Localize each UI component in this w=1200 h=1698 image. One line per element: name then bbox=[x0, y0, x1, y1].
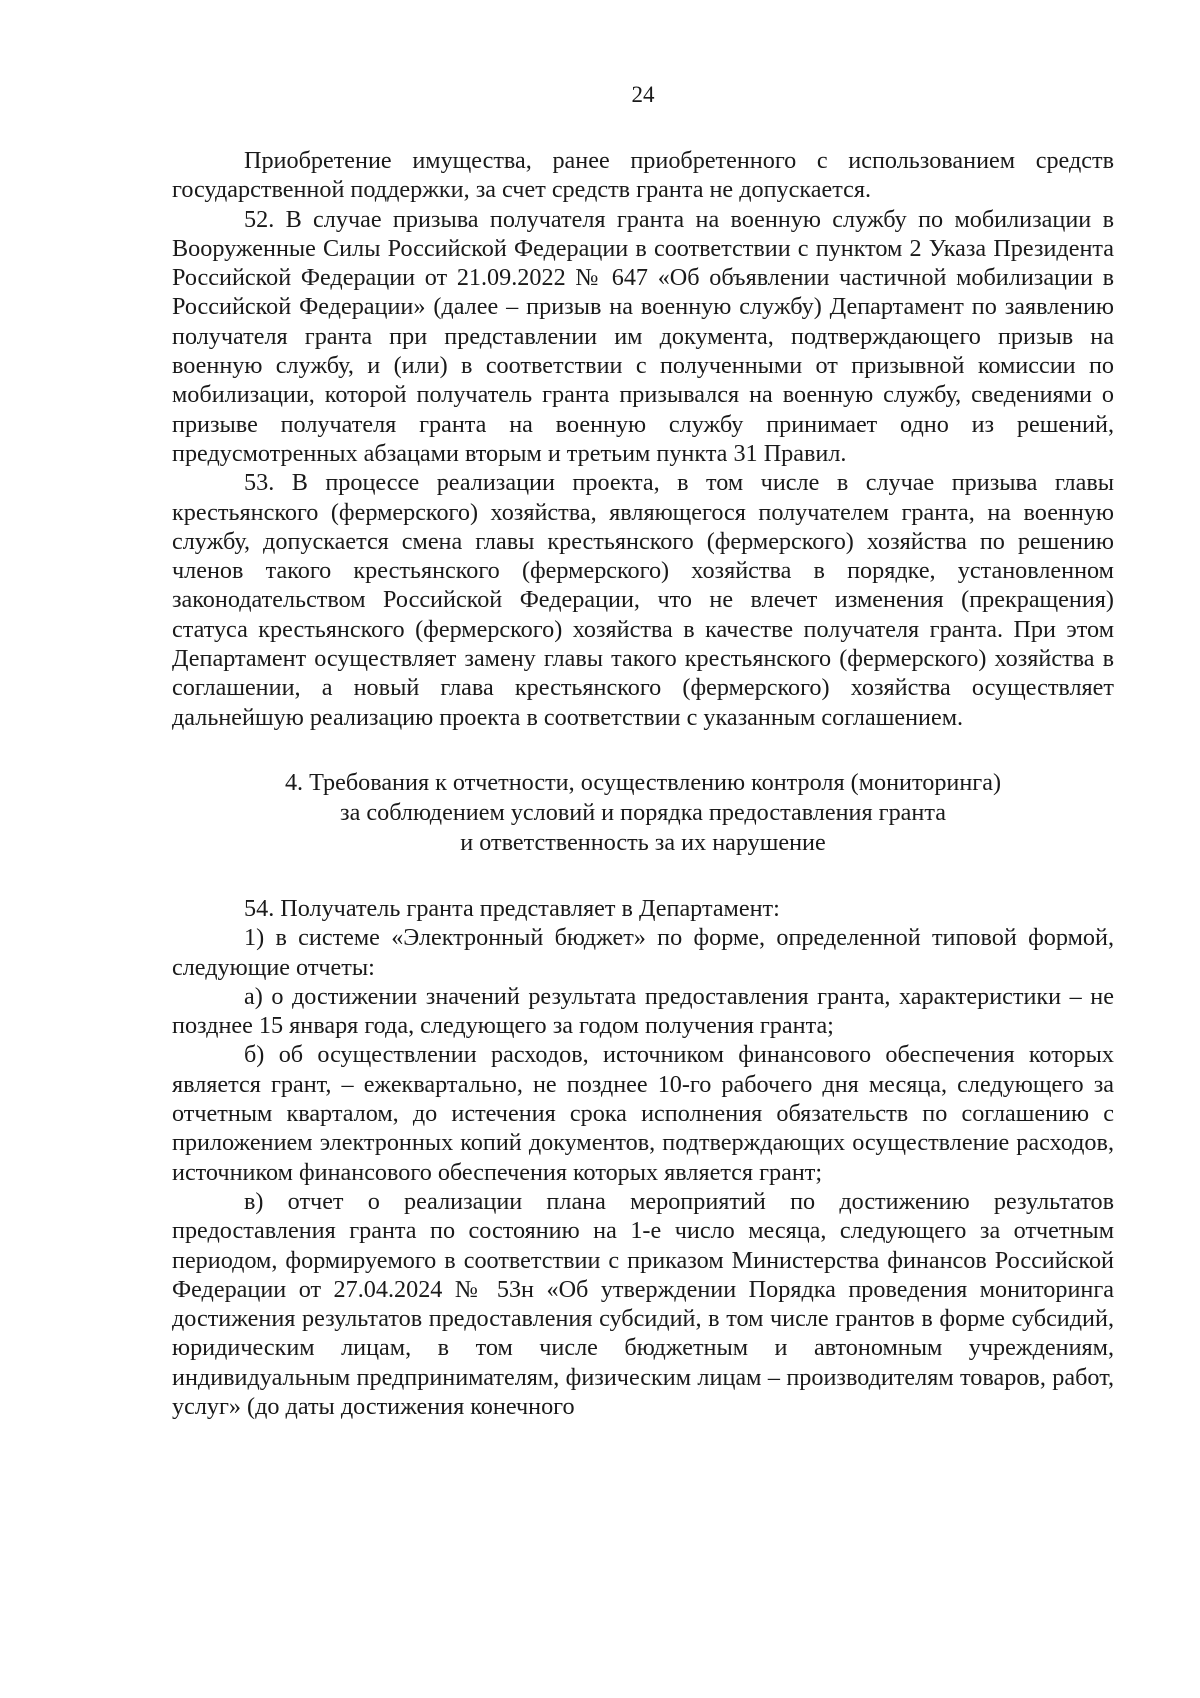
paragraph-54-item-a: а) о достижении значений результата предоставления гранта, характеристики – не позднее 15 января года, следующего за годом получения гранта; bbox=[172, 982, 1114, 1040]
section-heading-line-1: 4. Требования к отчетности, осуществлению контроля (мониторинга) bbox=[284, 768, 1002, 796]
paragraph-54-item-1: 1) в системе «Электронный бюджет» по форме, определенной типовой формой, следующие отчеты: bbox=[172, 924, 1114, 981]
section-heading bbox=[172, 768, 1114, 858]
paragraph-property-acquisition: Приобретение имущества, ранее приобретенного с использованием средств государственной поддержки, за счет средств гранта не допускается. bbox=[172, 147, 1114, 204]
paragraph-54-item-v: в) отчет о реализации плана мероприятий по достижению результатов предоставления гранта по состоянию на 1-е число месяца, следующего за отчетным периодом, формируемого в соответствии с приказом Министерства финансов Российской Федерации от 27.04.2024 № 53н «Об утверждении Порядка проведения мониторинга достижения результатов предоставления субсидий, в том числе грантов в форме субсидий, юридическим лицам, в том числе бюджетным и автономным учреждениям, индивидуальным предпринимателям, физическим лицам – производителям товаров, работ, услуг» (до даты достижения конечного bbox=[172, 1187, 1114, 1420]
paragraph-54-item-b: б) об осуществлении расходов, источником финансового обеспечения которых является грант, – ежеквартально, не позднее 10-го рабочего дня месяца, следующего за отчетным кварталом, до истечения срока исполнения обязательств по соглашению с приложением электронных копий документов, подтверждающих осуществление расходов, источником финансового обеспечения которых является грант; bbox=[172, 1041, 1114, 1186]
section-heading-line-3: и ответственность за их нарушение bbox=[460, 828, 826, 856]
paragraph-54: 54. Получатель гранта представляет в Департамент: bbox=[244, 894, 780, 922]
page-number: 24 bbox=[631, 82, 655, 107]
section-heading-line-2: за соблюдением условий и порядка предоставления гранта bbox=[340, 798, 946, 826]
paragraph-53: 53. В процессе реализации проекта, в том числе в случае призыва главы крестьянского (фермерского) хозяйства, являющегося получателем гранта, на военную службу, допускается смена главы крестьянского (фермерского) хозяйства по решению членов такого крестьянского (фермерского) хозяйства в порядке, установленном законодательством Российской Федерации, что не влечет изменения (прекращения) статуса крестьянского (фермерского) хозяйства в качестве получателя гранта. При этом Департамент осуществляет замену главы такого крестьянского (фермерского) хозяйства в соглашении, а новый глава крестьянского (фермерского) хозяйства осуществляет дальнейшую реализацию проекта в соответствии с указанным соглашением. bbox=[172, 469, 1114, 731]
paragraph-52: 52. В случае призыва получателя гранта на военную службу по мобилизации в Вооруженные Силы Российской Федерации в соответствии с пунктом 2 Указа Президента Российской Федерации от 21.09.2022 № 647 «Об объявлении частичной мобилизации в Российской Федерации» (далее – призыв на военную службу) Департамент по заявлению получателя гранта при представлении им документа, подтверждающего призыв на военную службу, и (или) в соответствии с полученными от призывной комиссии по мобилизации, которой получатель гранта призывался на военную службу, сведениями о призыве получателя гранта на военную службу принимает одно из решений, предусмотренных абзацами вторым и третьим пункта 31 Правил. bbox=[172, 205, 1114, 467]
